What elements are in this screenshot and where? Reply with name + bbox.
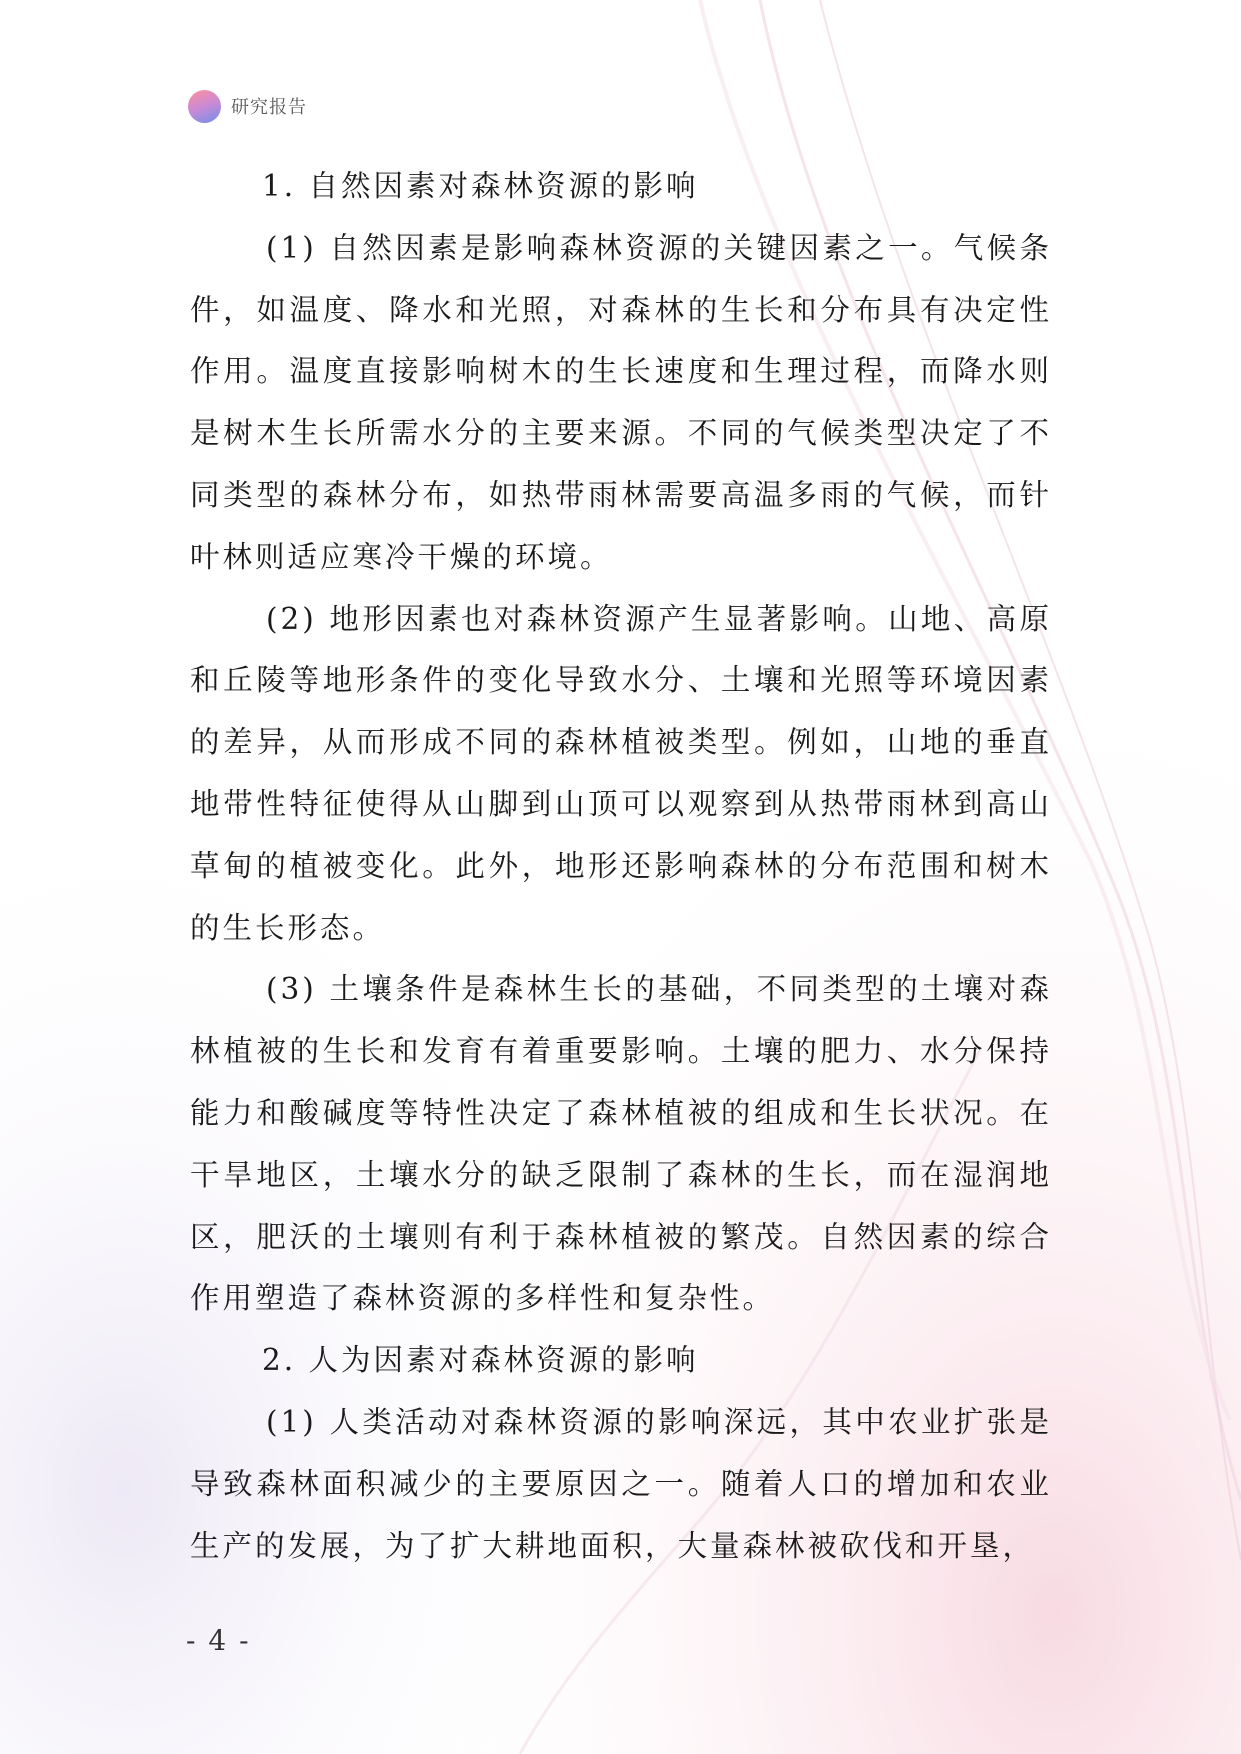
header-label: 研究报告 [231,97,307,118]
paragraph-3: (3) 土壤条件是森林生长的基础，不同类型的土壤对森林植被的生长和发育有着重要影响。土壤的肥力、水分保持能力和酸碱度等特性决定了森林植被的组成和生长状况。在干旱地区，土壤水分的缺乏限制了森林的生长，而在湿润地区，肥沃的土壤则有利于森林植被的繁茂。自然因素的综合作用塑造了森林资源的多样性和复杂性。 [190,972,1052,1316]
gradient-circle-logo-icon [188,90,221,123]
paragraph-2: (2) 地形因素也对森林资源产生显著影响。山地、高原和丘陵等地形条件的变化导致水分、土壤和光照等环境因素的差异，从而形成不同的森林植被类型。例如，山地的垂直地带性特征使得从山脚到山顶可以观察到从热带雨林到高山草甸的植被变化。此外，地形还影响森林的分布范围和树木的生长形态。 [190,601,1052,945]
paragraph-1: (1) 自然因素是影响森林资源的关键因素之一。气候条件，如温度、降水和光照，对森林的生长和分布具有决定性作用。温度直接影响树木的生长速度和生理过程，而降水则是树木生长所需水分的主要来源。不同的气候类型决定了不同类型的森林分布，如热带雨林需要高温多雨的气候，而针叶林则适应寒冷干燥的环境。 [190,230,1052,574]
report-header [188,89,307,123]
section-heading-2: 2. 人为因素对森林资源的影响 [262,1343,699,1378]
page-number: - 4 - [186,1624,251,1657]
paragraph-4: (1) 人类活动对森林资源的影响深远，其中农业扩张是导致森林面积减少的主要原因之一。随着人口的增加和农业生产的发展，为了扩大耕地面积，大量森林被砍伐和开垦， [190,1404,1052,1563]
section-heading-1: 1. 自然因素对森林资源的影响 [262,169,699,203]
document-body [190,156,1052,1577]
